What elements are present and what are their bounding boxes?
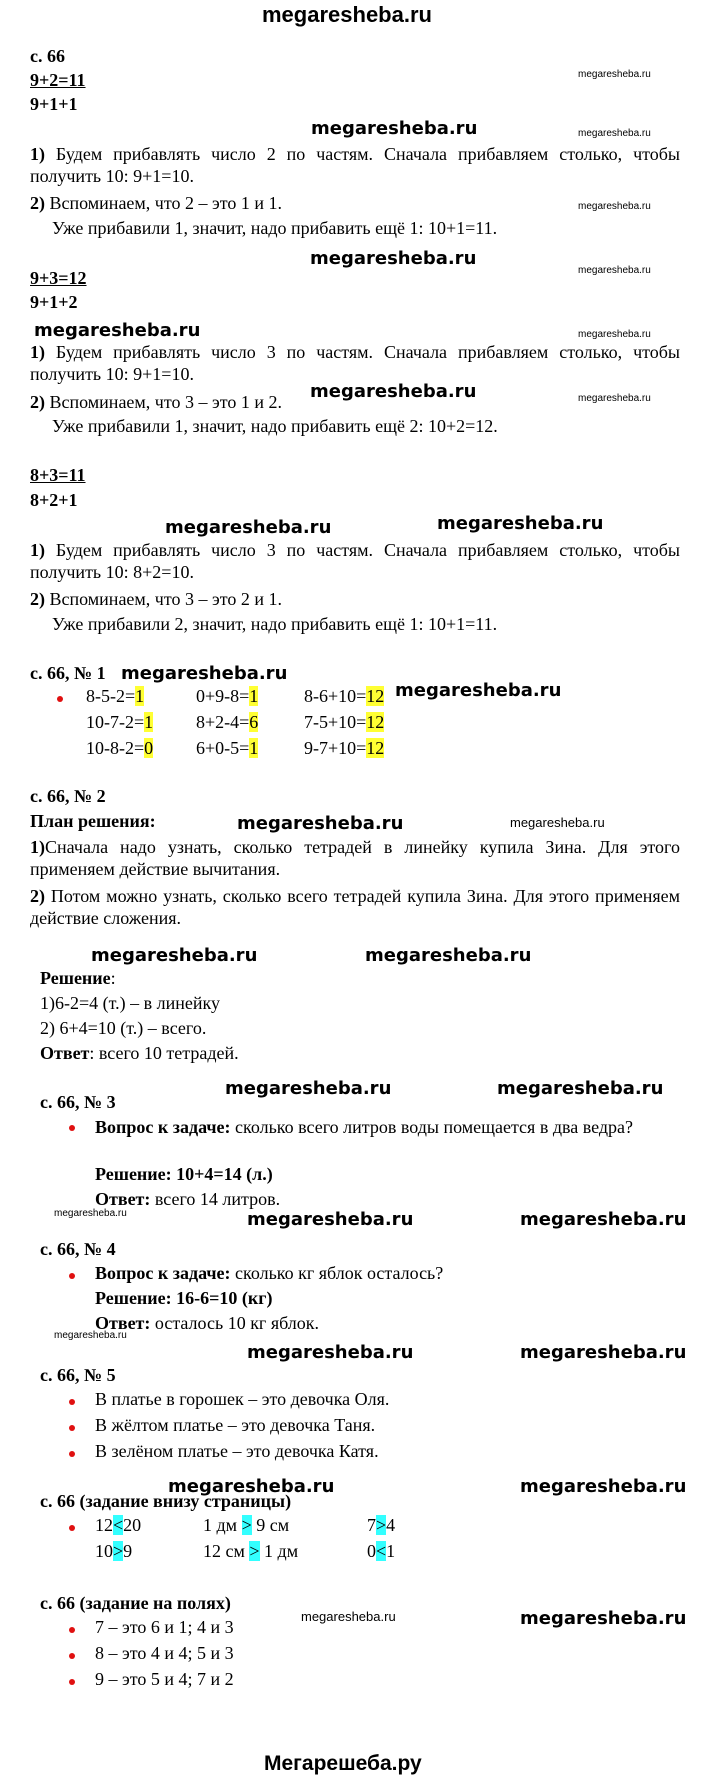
right: 9 [123, 1541, 133, 1561]
step-text: Вспоминаем, что 3 – это 2 и 1. [45, 589, 282, 609]
colon: : [110, 968, 116, 988]
answer-text: всего 14 литров. [150, 1189, 281, 1209]
task2-plan-2 [30, 885, 680, 929]
task2-solution-label [40, 968, 116, 989]
watermark: megaresheba.ru [168, 1476, 335, 1497]
task1-cell-1-2 [304, 712, 384, 733]
label: Решение [40, 968, 111, 988]
task6-cell-0-0 [95, 1515, 141, 1536]
sign: < [376, 1541, 387, 1561]
answer: 1 [144, 712, 154, 732]
bullet-icon [57, 696, 63, 702]
answer: 12 [366, 738, 385, 758]
watermark: megaresheba.ru [225, 1078, 392, 1099]
task1-cell-2-1 [196, 738, 258, 759]
ex1-step3: Уже прибавили 1, значит, надо прибавить ещё 1: 10+1=11. [52, 218, 498, 238]
task2-plan-1 [30, 836, 680, 880]
watermark: megaresheba.ru [437, 513, 604, 534]
task7-item: 9 – это 5 и 4; 7 и 2 [95, 1669, 234, 1689]
answer-text: осталось 10 кг яблок. [150, 1313, 320, 1333]
answer: 1 [249, 738, 259, 758]
expression: 8-6+10= [304, 686, 367, 706]
task5-item: В зелёном платье – это девочка Катя. [95, 1441, 379, 1461]
watermark: megaresheba.ru [395, 680, 562, 701]
task3-heading: с. 66, № 3 [40, 1092, 116, 1112]
answer: 6 [249, 712, 259, 732]
left: 12 см [203, 1541, 250, 1561]
task6-cell-1-0 [95, 1541, 132, 1562]
step-text: Будем прибавлять число 2 по частям. Сначала прибавляем столько, чтобы получить 10: 9+1=10. [30, 144, 680, 186]
ex1-step1 [30, 143, 680, 187]
step-number: 2) [30, 886, 45, 906]
watermark: megaresheba.ru [54, 1208, 127, 1219]
right: 1 [386, 1541, 396, 1561]
left: 7 [367, 1515, 376, 1535]
task6-cell-0-1 [203, 1515, 289, 1536]
watermark: megaresheba.ru [121, 663, 288, 684]
step-text: Потом можно узнать, сколько всего тетрадей купила Зина. Для этого применяем действие сложения. [30, 886, 680, 928]
watermark: megaresheba.ru [578, 201, 651, 212]
expression: 10-8-2= [86, 738, 145, 758]
task5-item: В жёлтом платье – это девочка Таня. [95, 1415, 376, 1435]
step-text: Будем прибавлять число 3 по частям. Сначала прибавляем столько, чтобы получить 10: 9+1=10. [30, 342, 680, 384]
task1-cell-2-2 [304, 738, 384, 759]
task6-cell-1-2 [367, 1541, 395, 1562]
label: Ответ: [95, 1189, 151, 1209]
sign: > [376, 1515, 387, 1535]
watermark: megaresheba.ru [578, 128, 651, 139]
step-number: 2) [30, 392, 45, 412]
watermark: megaresheba.ru [165, 517, 332, 538]
watermark: megaresheba.ru [578, 265, 651, 276]
sign: < [113, 1515, 124, 1535]
task1-cell-0-2 [304, 686, 384, 707]
bullet-icon [69, 1679, 75, 1685]
bullet-icon [69, 1653, 75, 1659]
sign: > [241, 1515, 252, 1535]
task1-cell-1-1 [196, 712, 258, 733]
ex3-title: 8+3=11 [30, 465, 86, 485]
task5-item: В платье в горошек – это девочка Оля. [95, 1389, 390, 1409]
task3-question [95, 1115, 695, 1139]
task1-heading: с. 66, № 1 [30, 663, 106, 683]
answer: 12 [366, 712, 385, 732]
ex2-sub: 9+1+2 [30, 292, 78, 312]
expression: 8+2-4= [196, 712, 250, 732]
answer: 1 [135, 686, 145, 706]
task1-cell-1-0 [86, 712, 153, 733]
right: 9 см [251, 1515, 290, 1535]
watermark: megaresheba.ru [247, 1209, 414, 1230]
task7-item: 7 – это 6 и 1; 4 и 3 [95, 1617, 234, 1637]
watermark: megaresheba.ru [578, 393, 651, 404]
task2-heading: с. 66, № 2 [30, 786, 106, 806]
ex3-step1 [30, 539, 680, 583]
watermark: megaresheba.ru [578, 69, 651, 80]
label: Ответ: [95, 1313, 151, 1333]
watermark: megaresheba.ru [520, 1342, 687, 1363]
watermark: megaresheba.ru [311, 118, 478, 139]
task4-solution: Решение: 16-6=10 (кг) [95, 1288, 273, 1308]
label: Ответ [40, 1043, 90, 1063]
sign: > [113, 1541, 124, 1561]
watermark: megaresheba.ru [54, 1330, 127, 1341]
step-number: 1) [30, 540, 45, 560]
answer-text: : всего 10 тетрадей. [89, 1043, 239, 1063]
question-text: сколько всего литров воды помещается в два ведра? [230, 1117, 634, 1137]
task6-cell-0-2 [367, 1515, 395, 1536]
watermark: megaresheba.ru [510, 815, 605, 830]
task1-cell-0-0 [86, 686, 144, 707]
ex1-sub: 9+1+1 [30, 94, 78, 114]
right: 20 [123, 1515, 142, 1535]
step-text: Сначала надо узнать, сколько тетрадей в линейку купила Зина. Для этого применяем действие вычитания. [30, 837, 680, 879]
task2-line1: 1)6-2=4 (т.) – в линейку [40, 993, 220, 1013]
watermark: megaresheba.ru [237, 813, 404, 834]
watermark: megaresheba.ru [91, 945, 258, 966]
bullet-icon [69, 1451, 75, 1457]
step-number: 1) [30, 144, 45, 164]
expression: 10-7-2= [86, 712, 145, 732]
left: 0 [367, 1541, 376, 1561]
task4-answer [95, 1313, 319, 1334]
site-footer: Мегарешеба.ру [264, 1752, 422, 1775]
expression: 6+0-5= [196, 738, 250, 758]
answer: 12 [366, 686, 385, 706]
answer: 1 [249, 686, 259, 706]
watermark: megaresheba.ru [310, 248, 477, 269]
bullet-icon [69, 1125, 75, 1131]
answer: 0 [144, 738, 154, 758]
bullet-icon [69, 1273, 75, 1279]
watermark: megaresheba.ru [497, 1078, 664, 1099]
question-text: сколько кг яблок осталось? [230, 1263, 444, 1283]
step-text: Вспоминаем, что 2 – это 1 и 1. [45, 193, 282, 213]
left: 12 [95, 1515, 113, 1535]
watermark: megaresheba.ru [578, 329, 651, 340]
step-number: 1) [30, 342, 45, 362]
step-number: 1) [30, 837, 45, 857]
step-text: Вспоминаем, что 3 – это 1 и 2. [45, 392, 282, 412]
ex2-step3: Уже прибавили 1, значит, надо прибавить ещё 2: 10+2=12. [52, 416, 498, 436]
task7-item: 8 – это 4 и 4; 5 и 3 [95, 1643, 234, 1663]
watermark: megaresheba.ru [520, 1476, 687, 1497]
page-label: с. 66 [30, 46, 65, 66]
watermark: megaresheba.ru [310, 381, 477, 402]
right: 4 [386, 1515, 396, 1535]
site-header: megaresheba.ru [262, 2, 432, 27]
task3-answer [95, 1189, 280, 1210]
task7-heading: с. 66 (задание на полях) [40, 1593, 231, 1613]
task2-answer [40, 1043, 239, 1064]
label: Вопрос к задаче: [95, 1263, 231, 1283]
bullet-icon [69, 1627, 75, 1633]
task5-heading: с. 66, № 5 [40, 1365, 116, 1385]
expression: 0+9-8= [196, 686, 250, 706]
step-number: 2) [30, 193, 45, 213]
left: 10 [95, 1541, 113, 1561]
expression: 9-7+10= [304, 738, 367, 758]
left: 1 дм [203, 1515, 242, 1535]
task6-heading: с. 66 (задание внизу страницы) [40, 1491, 292, 1511]
ex2-step1 [30, 341, 680, 385]
ex3-step2 [30, 589, 282, 610]
watermark: megaresheba.ru [520, 1608, 687, 1629]
task1-cell-0-1 [196, 686, 258, 707]
bullet-icon [69, 1525, 75, 1531]
watermark: megaresheba.ru [34, 320, 201, 341]
ex3-sub: 8+2+1 [30, 490, 78, 510]
watermark: megaresheba.ru [301, 1609, 396, 1624]
ex1-step2 [30, 193, 282, 214]
step-number: 2) [30, 589, 45, 609]
watermark: megaresheba.ru [520, 1209, 687, 1230]
task2-plan: План решения: [30, 811, 156, 831]
watermark: megaresheba.ru [247, 1342, 414, 1363]
task1-cell-2-0 [86, 738, 153, 759]
ex2-step2 [30, 392, 282, 413]
ex1-title: 9+2=11 [30, 70, 86, 90]
expression: 7-5+10= [304, 712, 367, 732]
task4-question [95, 1263, 443, 1284]
task2-line2: 2) 6+4=10 (т.) – всего. [40, 1018, 207, 1038]
bullet-icon [69, 1425, 75, 1431]
expression: 8-5-2= [86, 686, 136, 706]
ex2-title: 9+3=12 [30, 268, 87, 288]
label: Вопрос к задаче: [95, 1117, 231, 1137]
sign: > [249, 1541, 260, 1561]
task4-heading: с. 66, № 4 [40, 1239, 116, 1259]
watermark: megaresheba.ru [365, 945, 532, 966]
task3-solution: Решение: 10+4=14 (л.) [95, 1164, 273, 1184]
task6-cell-1-1 [203, 1541, 298, 1562]
ex3-step3: Уже прибавили 2, значит, надо прибавить ещё 1: 10+1=11. [52, 614, 498, 634]
bullet-icon [69, 1399, 75, 1405]
step-text: Будем прибавлять число 3 по частям. Сначала прибавляем столько, чтобы получить 10: 8+2=10. [30, 540, 680, 582]
right: 1 дм [259, 1541, 299, 1561]
